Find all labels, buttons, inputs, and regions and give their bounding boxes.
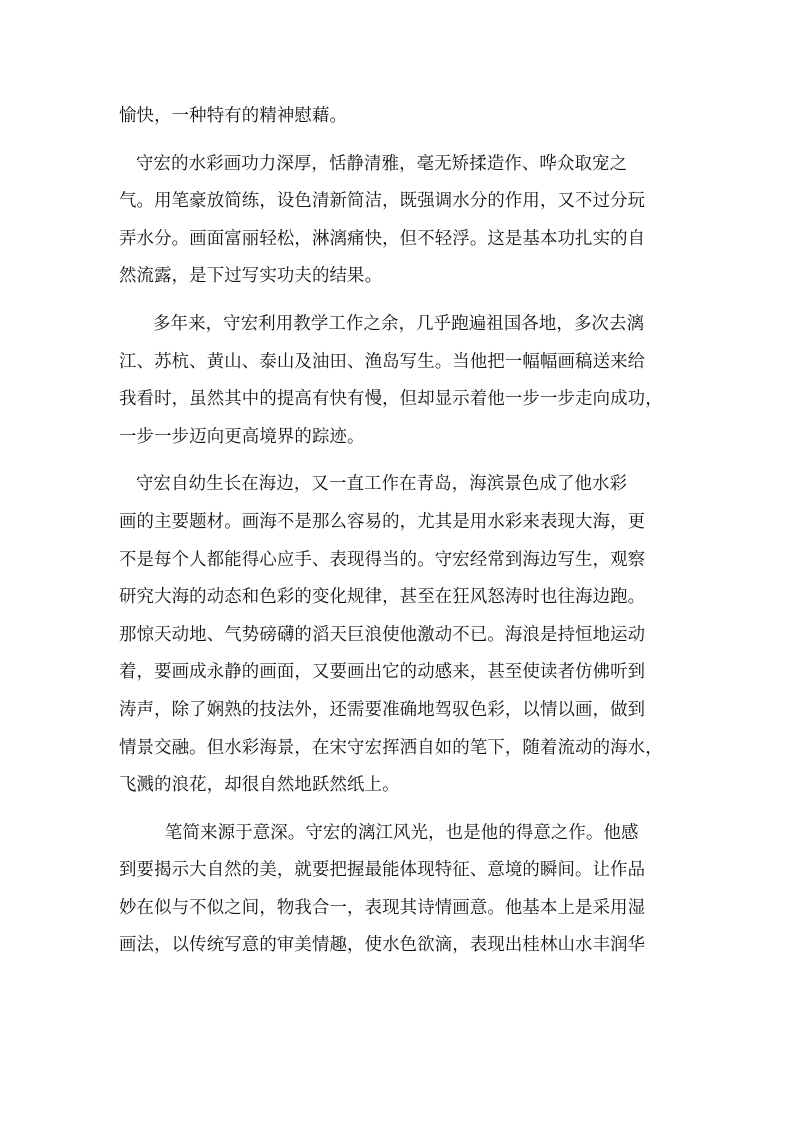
paragraph-line: 到要揭示大自然的美，就要把握最能体现特征、意境的瞬间。让作品 <box>119 860 646 881</box>
paragraph-gap <box>119 136 679 146</box>
paragraph-gap <box>119 296 679 306</box>
paragraph-line: 江、苏杭、黄山、泰山及油田、渔岛写生。当他把一幅幅画稿送来给 <box>119 351 646 372</box>
paragraph-line: 画的主要题材。画海不是那么容易的，尤其是用水彩来表现大海，更 <box>119 511 646 532</box>
paragraph-line: 守宏的水彩画功力深厚，恬静清雅，毫无矫揉造作、哗众取宠之 <box>136 153 628 174</box>
paragraph-line: 一步一步迈向更高境界的踪迹。 <box>119 426 365 447</box>
paragraph-line: 笔简来源于意深。守宏的漓江风光，也是他的得意之作。他感 <box>165 822 639 843</box>
paragraph-line: 飞溅的浪花，却很自然地跃然纸上。 <box>119 775 400 796</box>
paragraph-gap <box>119 805 679 815</box>
paragraph-line: 研究大海的动态和色彩的变化规律，甚至在狂风怒涛时也往海边跑。 <box>119 587 646 608</box>
paragraph-line: 着，要画成永静的画面，又要画出它的动感来，甚至使读者仿佛听到 <box>119 662 646 683</box>
paragraph-line: 情景交融。但水彩海景，在宋守宏挥洒自如的笔下，随着流动的海水， <box>119 737 663 758</box>
paragraph-line: 多年来，守宏利用教学工作之余，几乎跑遍祖国各地，多次去漓 <box>153 313 645 334</box>
paragraph-line: 不是每个人都能得心应手、表现得当的。守宏经常到海边写生，观察 <box>119 549 646 570</box>
body-text <box>119 98 679 965</box>
paragraph-line: 妙在似与不似之间，物我合一，表现其诗情画意。他基本上是采用湿 <box>119 897 646 918</box>
paragraph-line: 然流露，是下过写实功夫的结果。 <box>119 266 383 287</box>
paragraph-line: 我看时，虽然其中的提高有快有慢，但却显示着他一步一步走向成功， <box>119 389 663 410</box>
paragraph-line: 画法，以传统写意的审美情趣，使水色欲滴，表现出桂林山水丰润华 <box>119 935 646 956</box>
paragraph-line: 涛声，除了娴熟的技法外，还需要准确地驾驭色彩，以情以画，做到 <box>119 699 646 720</box>
paragraph-gap <box>119 456 679 466</box>
paragraph-line: 守宏自幼生长在海边，又一直工作在青岛，海滨景色成了他水彩 <box>136 474 628 495</box>
paragraph-line: 那惊天动地、气势磅礴的滔天巨浪使他激动不已。海浪是持恒地运动 <box>119 624 646 645</box>
paragraph-line: 气。用笔豪放简练，设色清新简洁，既强调水分的作用，又不过分玩 <box>119 191 646 212</box>
paragraph-line: 愉快，一种特有的精神慰藉。 <box>119 106 348 126</box>
paragraph-line: 弄水分。画面富丽轻松，淋漓痛快，但不轻浮。这是基本功扎实的自 <box>119 228 646 249</box>
